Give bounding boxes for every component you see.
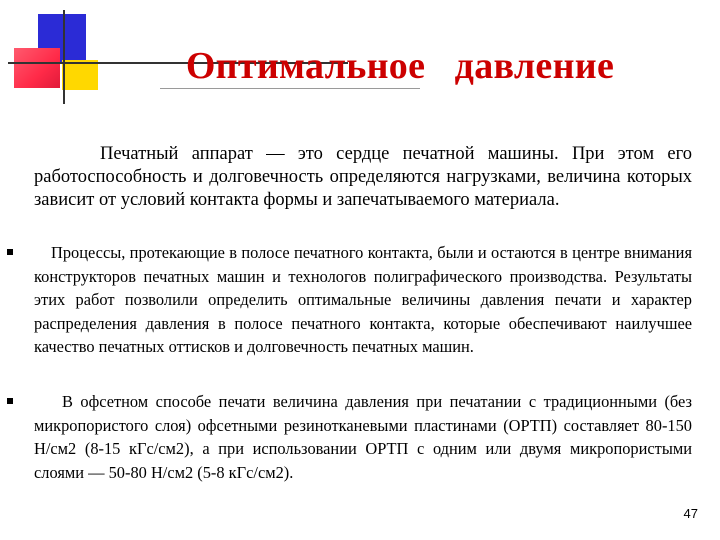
bullet-text: В офсетном способе печати величина давления при печатании с традиционными (без микропористого слоя) офсетными резинотканевыми пластинами (ОРТП) составляет 80-150 Н/см2 (8-15 кГс/см2), а при использовании ОРТП с одним или двумя микропористыми слоями — 50-80 Н/см2 (5-8 кГс/см2).: [34, 392, 692, 482]
bullet-marker-icon: [7, 398, 13, 404]
logo-square-red: [14, 48, 60, 88]
page-number: 47: [683, 506, 698, 521]
bullet-text: Процессы, протекающие в полосе печатного контакта, были и остаются в центре внимания конструкторов печатных машин и технологов полиграфического производства. Результаты этих работ позволили определить оптимальные величины давления печати и характер распределения давления в полосе печатного контакта, которые обеспечивают наилучшее качество печатных оттисков и долговечность печатных машин.: [34, 243, 692, 356]
bullet-item-1: [34, 241, 692, 359]
logo-line-vertical: [63, 10, 65, 104]
bullet-item-2: [34, 390, 692, 484]
intro-paragraph: Печатный аппарат — это сердце печатной машины. При этом его работоспособность и долговечность определяются нагрузками, величина которых зависит от условий контакта формы и запечатываемого материала.: [34, 144, 692, 210]
logo-square-yellow: [62, 60, 98, 90]
slide-title: Оптимальное давление: [185, 45, 615, 87]
bullet-marker-icon: [7, 249, 13, 255]
title-underline: [160, 88, 420, 89]
